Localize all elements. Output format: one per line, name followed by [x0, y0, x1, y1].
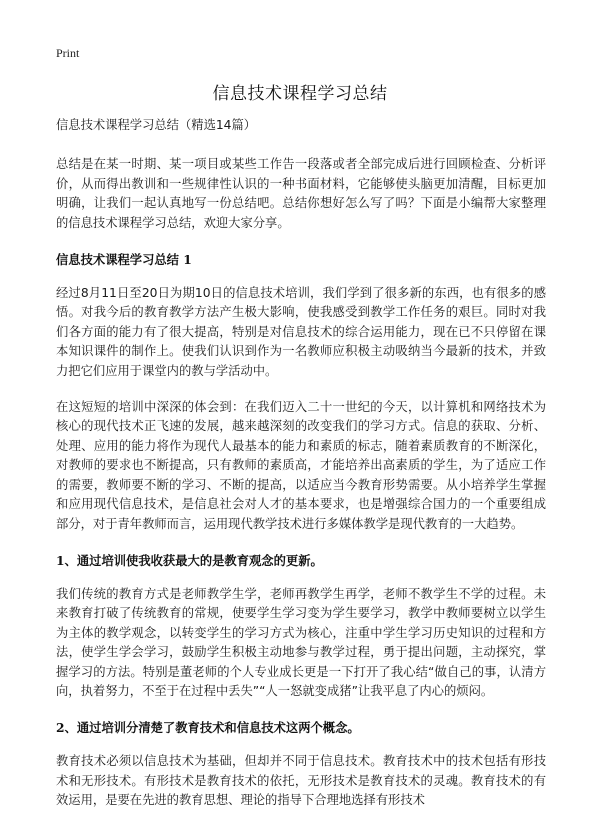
point-heading: 2、通过培训分清楚了教育技术和信息技术这两个概念。 [56, 720, 360, 736]
print-label: Print [56, 46, 80, 60]
document-subtitle: 信息技术课程学习总结（精选14篇） [56, 118, 257, 132]
page-title: 信息技术课程学习总结 [212, 84, 388, 104]
body-paragraph: 经过8月11日至20日为期10日的信息技术培训，我们学到了很多新的东西，也有很多的感悟。对我今后的教育教学方法产生极大影响，使我感受到教学工作任务的艰巨。同时对我们各方面的能力有了很大提高，特别是对信息技术的综合运用能力，现在已不只停留在课本知识课件的制作上。使我们认识到作为一名教师应积极主动吸纳当今最新的技术，并致力把它们应用于课堂内的教与学活动中。 [56, 286, 546, 378]
body-paragraph: 在这短短的培训中深深的体会到：在我们迈入二十一世纪的今天，以计算机和网络技术为核心的现代技术正飞速的发展，越来越深刻的改变我们的学习方式。信息的获取、分析、处理、应用的能力将作为现代人最基本的能力和素质的标志，随着素质教育的不断深化，对教师的要求也不断提高，只有教师的素质高，才能培养出高素质的学生，为了适应工作的需要，教师要不断的学习、不断的提高，以适应当今教育形势需要。从小培养学生掌握和应用现代信息技术，是信息社会对人才的基本要求，也是增强综合国力的一个重要组成部分，对于青年教师而言，运用现代教学技术进行多媒体教学是现代教育的一大趋势。 [56, 400, 546, 531]
body-paragraph: 我们传统的教育方式是老师教学生学，老师再教学生再学，老师不教学生不学的过程。未来教育打破了传统教育的常规，使要学生学习变为学生要学习，教学中教师要树立以学生为主体的教学观念，以转变学生的学习方式为核心，注重中学生学习历史知识的过程和方法，使学生学会学习，鼓励学生积极主动地参与教学过程，勇于提出问题，主动探究，掌握学习的方法。特别是董老师的个人专业成长更是一下打开了我心结“做自己的事，认清方向，执着努力，不至于在过程中丢失”“人一怒就变成猪”让我平息了内心的烦闷。 [56, 586, 546, 698]
intro-paragraph: 总结是在某一时期、某一项目或某些工作告一段落或者全部完成后进行回顾检查、分析评价，从而得出教训和一些规律性认识的一种书面材料，它能够使头脑更加清醒，目标更加明确，让我们一起认真地写一份总结吧。总结你想好怎么写了吗？下面是小编帮大家整理的信息技术课程学习总结，欢迎大家分享。 [56, 157, 546, 230]
body-paragraph: 教育技术必须以信息技术为基础，但却并不同于信息技术。教育技术中的技术包括有形技术和无形技术。有形技术是教育技术的依托，无形技术是教育技术的灵魂。教育技术的有效运用，是要在先进的教育思想、理论的指导下合理地选择有形技术 [56, 754, 546, 808]
section-heading: 信息技术课程学习总结 1 [56, 252, 192, 268]
document-body [56, 116, 546, 828]
point-heading: 1、通过培训使我收获最大的是教育观念的更新。 [56, 552, 323, 568]
